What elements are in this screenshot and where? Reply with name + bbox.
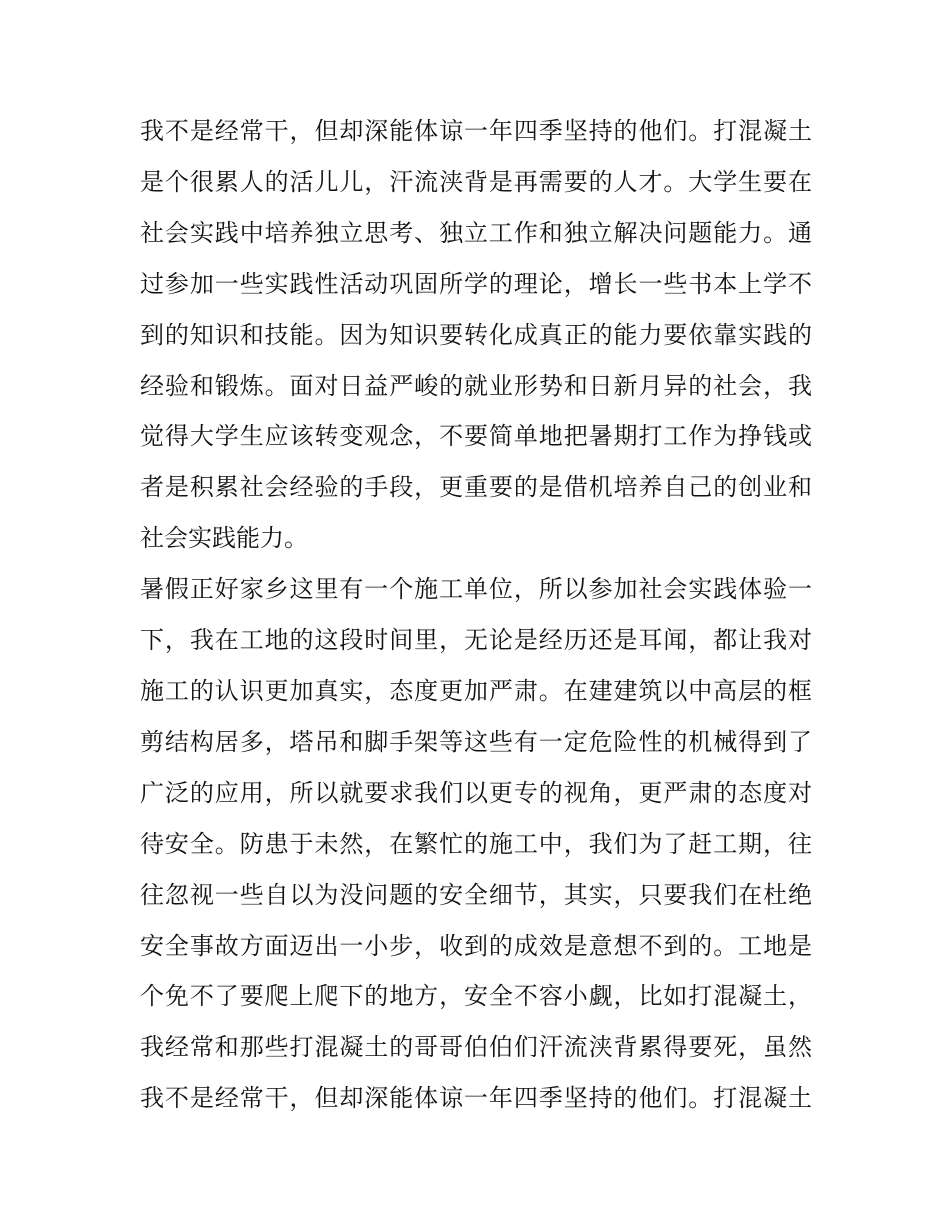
paragraph-2 xyxy=(140,564,812,1124)
text-line: 我不是经常干，但却深能体谅一年四季坚持的他们。打混凝土 xyxy=(140,1084,812,1113)
text-line: 个免不了要爬上爬下的地方，安全不容小觑，比如打混凝土， xyxy=(140,982,812,1011)
text-line: 过参加一些实践性活动巩固所学的理论，增长一些书本上学不 xyxy=(140,269,812,298)
text-line: 是个很累人的活儿儿，汗流浃背是再需要的人才。大学生要在 xyxy=(140,167,812,196)
text-line: 者是积累社会经验的手段，更重要的是借机培养自己的创业和 xyxy=(140,473,812,502)
text-line: 往忽视一些自以为没问题的安全细节，其实，只要我们在杜绝 xyxy=(140,880,812,909)
text-line: 安全事故方面迈出一小步，收到的成效是意想不到的。工地是 xyxy=(140,931,812,960)
text-line: 待安全。防患于未然，在繁忙的施工中，我们为了赶工期，往 xyxy=(140,829,812,858)
text-line: 我经常和那些打混凝土的哥哥伯伯们汗流浃背累得要死，虽然 xyxy=(140,1033,812,1062)
text-line: 觉得大学生应该转变观念，不要简单地把暑期打工作为挣钱或 xyxy=(140,422,812,451)
text-line: 施工的认识更加真实，态度更加严肃。在建建筑以中高层的框 xyxy=(140,676,812,705)
text-line: 剪结构居多，塔吊和脚手架等这些有一定危险性的机械得到了 xyxy=(140,727,812,756)
text-line: 下，我在工地的这段时间里，无论是经历还是耳闻，都让我对 xyxy=(140,626,812,655)
text-line: 社会实践能力。 xyxy=(140,524,308,553)
text-line: 社会实践中培养独立思考、独立工作和独立解决问题能力。通 xyxy=(140,218,812,247)
text-line: 暑假正好家乡这里有一个施工单位，所以参加社会实践体验一 xyxy=(140,575,812,604)
text-line: 经验和锻炼。面对日益严峻的就业形势和日新月异的社会，我 xyxy=(140,371,812,400)
text-line: 广泛的应用，所以就要求我们以更专的视角，更严肃的态度对 xyxy=(140,778,812,807)
paragraph-1 xyxy=(140,106,812,564)
text-line: 我不是经常干，但却深能体谅一年四季坚持的他们。打混凝土 xyxy=(140,117,812,145)
document-body xyxy=(140,106,812,1124)
text-line: 到的知识和技能。因为知识要转化成真正的能力要依靠实践的 xyxy=(140,320,812,349)
